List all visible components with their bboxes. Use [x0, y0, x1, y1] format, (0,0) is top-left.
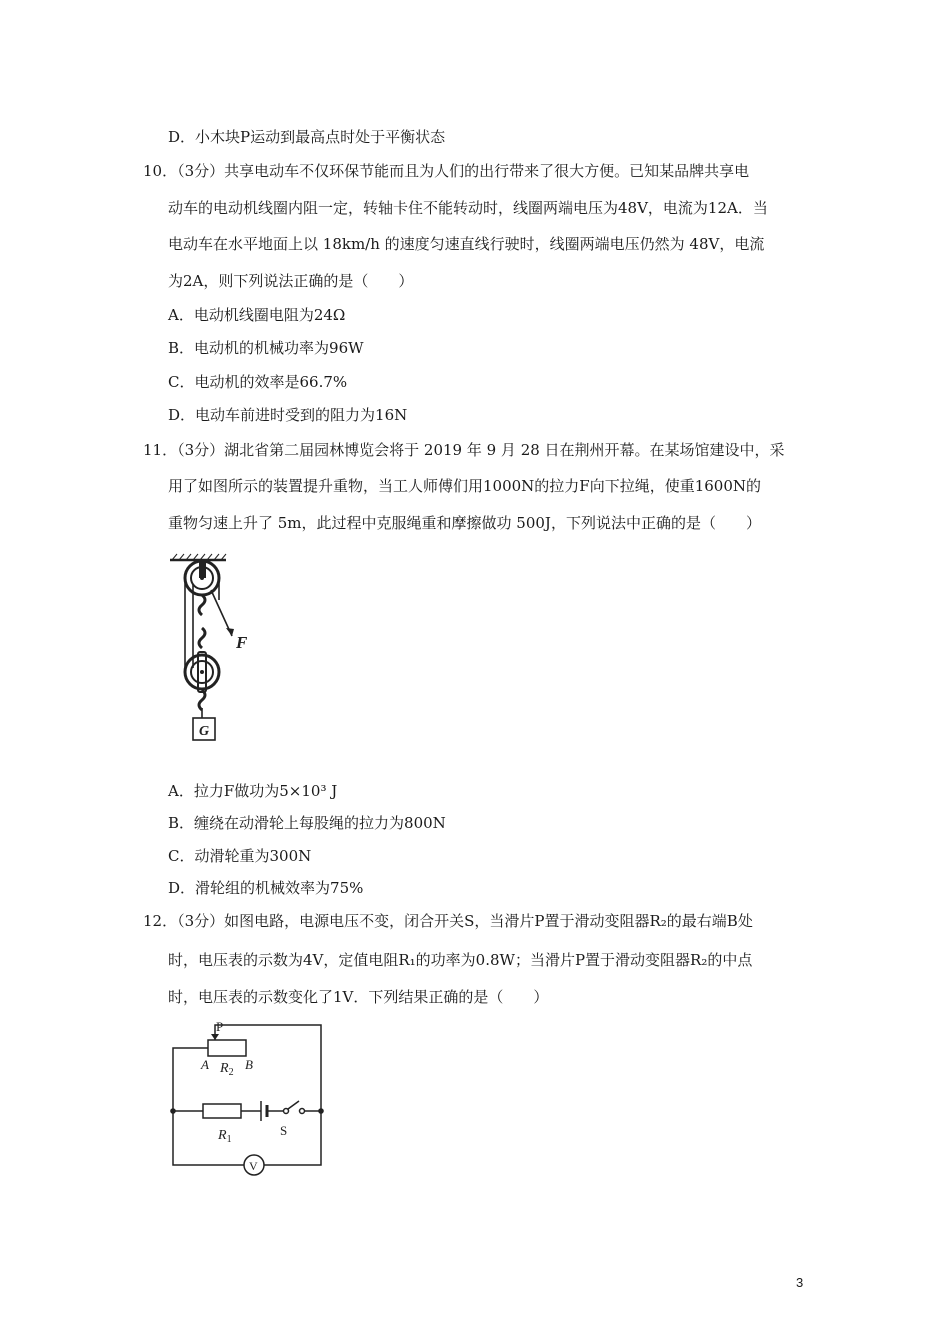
q10-option-b: B．电动机的机械功率为96W — [168, 339, 364, 357]
label-b: B — [245, 1057, 253, 1072]
q11-option-c: C．动滑轮重为300N — [168, 847, 312, 865]
q10-option-a: A．电动机线圈电阻为24Ω — [168, 306, 346, 324]
label-r2: $R_2$ — [220, 1061, 234, 1078]
q10-option-c: C．电动机的效率是66.7% — [168, 373, 348, 391]
movable-pulley — [185, 628, 219, 718]
q12-stem-line-3: 时，电压表的示数变化了1V．下列结果正确的是（ ） — [168, 988, 549, 1006]
force-label-f: F — [236, 633, 248, 652]
q10-stem-line-4: 为2A，则下列说法正确的是（ ） — [168, 272, 414, 290]
q10-stem-line-2: 动车的电动机线圈内阻一定，转轴卡住不能转动时，线圈两端电压为48V，电流为12A．当 — [168, 199, 768, 217]
weight-block — [193, 718, 215, 740]
pulley-diagram — [166, 550, 256, 750]
q11-stem-line-2: 用了如图所示的装置提升重物，当工人师傅们用1000N的拉力F向下拉绳，使重1600N的 — [168, 477, 762, 495]
svg-text:G: G — [199, 724, 210, 739]
label-p: P — [216, 1019, 224, 1034]
voltmeter-label: V — [249, 1159, 258, 1173]
fixed-pulley — [185, 560, 219, 615]
q11-stem-line-1: 11．（3分）湖北省第二届园林博览会将于 2019 年 9 月 28 日在荆州开幕。在某场馆建设中，采 — [143, 441, 785, 459]
q10-stem-line-3: 电动车在水平地面上以 18km/h 的速度匀速直线行驶时，线圈两端电压仍然为 48V，电流 — [168, 235, 765, 253]
label-r1: $R_1$ — [218, 1128, 232, 1145]
q11-option-a: A．拉力F做功为5×10³ J — [168, 782, 338, 800]
label-a: A — [201, 1057, 209, 1072]
q11-option-b: B．缠绕在动滑轮上每股绳的拉力为800N — [168, 814, 446, 832]
q10-stem-line-1: 10．（3分）共享电动车不仅环保节能而且为人们的出行带来了很大方便。已知某品牌共享电 — [143, 162, 750, 180]
q9-option-d: D．小木块P运动到最高点时处于平衡状态 — [168, 128, 446, 146]
circuit-diagram — [165, 1015, 335, 1185]
q11-stem-line-3: 重物匀速上升了 5m，此过程中克服绳重和摩擦做功 500J，下列说法中正确的是（ ） — [168, 514, 761, 532]
q11-option-d: D．滑轮组的机械效率为75% — [168, 879, 364, 897]
q10-option-d: D．电动车前进时受到的阻力为16N — [168, 406, 408, 424]
q12-stem-line-2: 时，电压表的示数为4V，定值电阻R₁的功率为0.8W；当滑片P置于滑动变阻器R₂的中点 — [168, 951, 753, 969]
label-s: S — [280, 1123, 288, 1138]
q12-stem-line-1: 12．（3分）如图电路，电源电压不变，闭合开关S，当滑片P置于滑动变阻器R₂的最右端B处 — [143, 912, 753, 930]
page-number: 3 — [796, 1275, 804, 1290]
